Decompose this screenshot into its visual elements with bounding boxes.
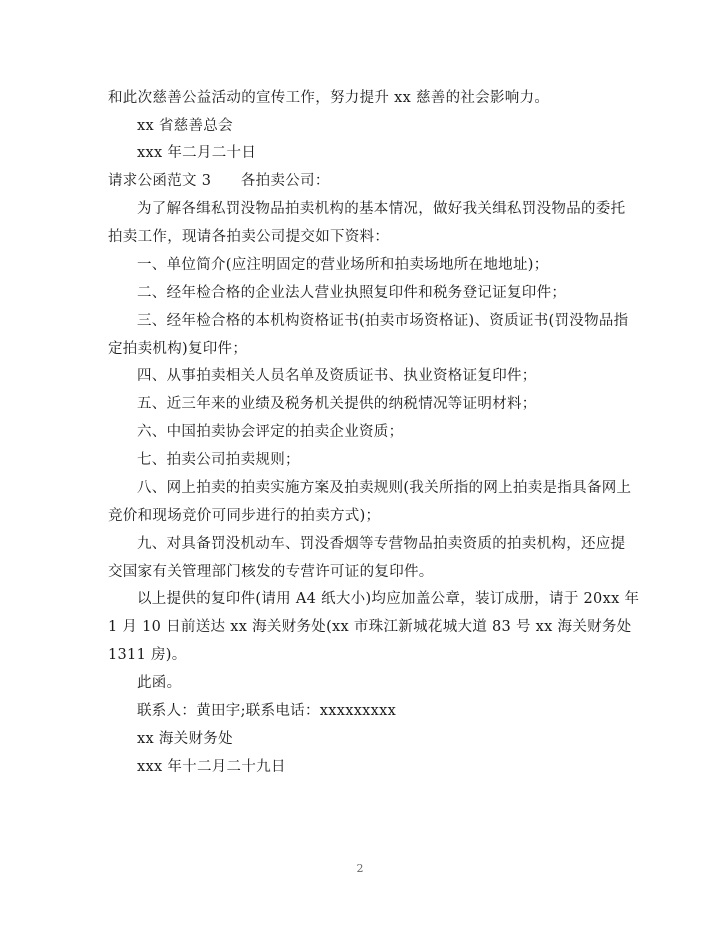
section-heading: 请求公函范文 3 各拍卖公司： <box>108 173 330 189</box>
signature-organization: xx 海关财务处 <box>137 731 233 747</box>
list-item: 五、近三年来的业绩及税务机关提供的纳税情况等证明材料； <box>137 396 537 412</box>
list-item: 六、中国拍卖协会评定的拍卖企业资质； <box>137 424 404 440</box>
list-item-continuation: 竞价和现场竞价可同步进行的拍卖方式)； <box>108 508 381 524</box>
text-line: 和此次慈善公益活动的宣传工作，努力提升 xx 慈善的社会影响力。 <box>108 90 550 106</box>
signature-organization: xx 省慈善总会 <box>137 118 233 134</box>
list-item: 七、拍卖公司拍卖规则； <box>137 452 300 468</box>
contact-line: 联系人：黄田宇;联系电话：xxxxxxxxx <box>137 703 397 719</box>
list-item: 一、单位简介(应注明固定的营业场所和拍卖场地所在地地址)； <box>137 257 549 273</box>
text-line: 为了解各缉私罚没物品拍卖机构的基本情况，做好我关缉私罚没物品的委托 <box>137 201 626 217</box>
list-item: 二、经年检合格的企业法人营业执照复印件和税务登记证复印件； <box>137 285 567 301</box>
text-line: 以上提供的复印件(请用 A4 纸大小)均应加盖公章，装订成册，请于 20xx 年 <box>137 591 640 607</box>
list-item: 三、经年检合格的本机构资格证书(拍卖市场资格证)、资质证书(罚没物品指 <box>137 313 629 329</box>
page-number: 2 <box>356 862 364 875</box>
text-line: 拍卖工作，现请各拍卖公司提交如下资料： <box>108 229 390 245</box>
text-line: 1 月 10 日前送达 xx 海关财务处(xx 市珠江新城花城大道 83 号 xx 海关财务处 <box>108 619 632 635</box>
list-item-continuation: 定拍卖机构)复印件； <box>108 341 248 357</box>
list-item-continuation: 交国家有关管理部门核发的专营许可证的复印件。 <box>108 564 434 580</box>
text-line: 1311 房)。 <box>108 647 187 663</box>
list-item: 九、对具备罚没机动车、罚没香烟等专营物品拍卖资质的拍卖机构，还应提 <box>137 536 626 552</box>
signature-date: xxx 年十二月二十九日 <box>137 759 286 775</box>
closing-line: 此函。 <box>137 675 182 691</box>
list-item: 四、从事拍卖相关人员名单及资质证书、执业资格证复印件； <box>137 368 537 384</box>
list-item: 八、网上拍卖的拍卖实施方案及拍卖规则(我关所指的网上拍卖是指具备网上 <box>137 480 632 496</box>
signature-date: xxx 年二月二十日 <box>137 145 257 161</box>
